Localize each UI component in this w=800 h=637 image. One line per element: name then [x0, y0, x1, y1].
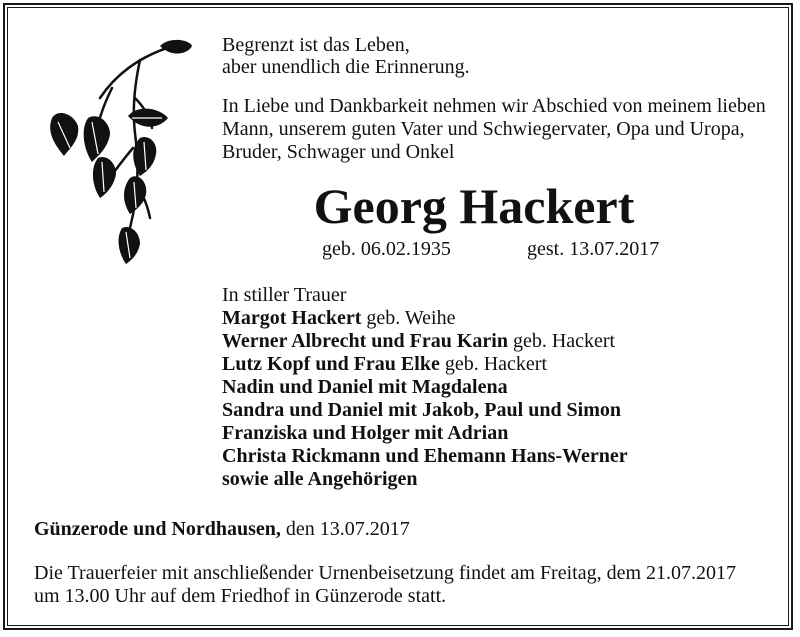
intro-line-1: In Liebe und Dankbarkeit nehmen wir Abschied von meinem lieben — [222, 95, 766, 117]
mourners-heading: In stiller Trauer — [222, 284, 347, 306]
mourner-name: Nadin und Daniel mit Magdalena — [222, 376, 508, 398]
date: den 13.07.2017 — [280, 518, 410, 540]
mourner-name: sowie alle Angehörigen — [222, 468, 418, 490]
mourner-note: geb. Weihe — [361, 307, 456, 329]
mourner-note: geb. Hackert — [439, 353, 547, 375]
mourner-line — [222, 399, 621, 421]
funeral-line-1: Die Trauerfeier mit anschließender Urnenbeisetzung findet am Freitag, dem 21.07.2017 — [34, 562, 737, 584]
mourner-name: Sandra und Daniel mit Jakob, Paul und Simon — [222, 399, 622, 421]
mourner-name: Lutz Kopf und Frau Elke — [222, 353, 440, 375]
mourner-line — [222, 330, 615, 352]
place: Günzerode und Nordhausen, — [34, 518, 281, 540]
mourner-line — [222, 353, 547, 375]
birth-date: geb. 06.02.1935 — [322, 238, 451, 260]
mourner-line — [222, 307, 456, 329]
mourner-line — [222, 445, 628, 467]
mourner-name: Werner Albrecht und Frau Karin — [222, 330, 508, 352]
mourner-name: Franziska und Holger mit Adrian — [222, 422, 509, 444]
motto-line-2: aber unendlich die Erinnerung. — [222, 56, 470, 78]
mourner-line — [222, 468, 418, 490]
place-date-line — [34, 518, 410, 540]
death-date: gest. 13.07.2017 — [527, 238, 660, 260]
funeral-line-2: um 13.00 Uhr auf dem Friedhof in Günzerode statt. — [34, 585, 447, 607]
mourner-name: Christa Rickmann und Ehemann Hans-Werner — [222, 445, 628, 467]
mourner-note: geb. Hackert — [507, 330, 616, 352]
motto-line-1: Begrenzt ist das Leben, — [222, 34, 410, 56]
mourner-line — [222, 422, 508, 444]
mourner-name: Margot Hackert — [222, 307, 362, 329]
intro-line-3: Bruder, Schwager und Onkel — [222, 141, 455, 163]
mourner-line — [222, 376, 508, 398]
deceased-name: Georg Hackert — [313, 178, 635, 234]
intro-line-2: Mann, unserem guten Vater und Schwiegervater, Opa und Uropa, — [222, 118, 745, 140]
